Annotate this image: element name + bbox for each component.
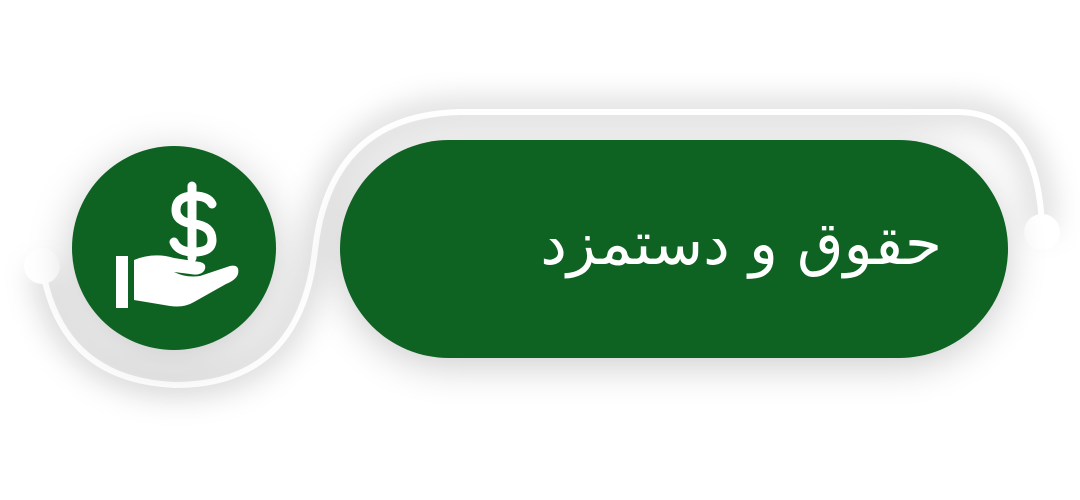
hand-dollar-icon (104, 178, 244, 318)
connector-start-dot (24, 248, 60, 284)
salary-button-label: حقوق و دستمزد (540, 209, 942, 279)
connector-end-dot (1024, 214, 1060, 250)
salary-button[interactable] (340, 140, 1008, 358)
icon-badge (72, 146, 276, 350)
